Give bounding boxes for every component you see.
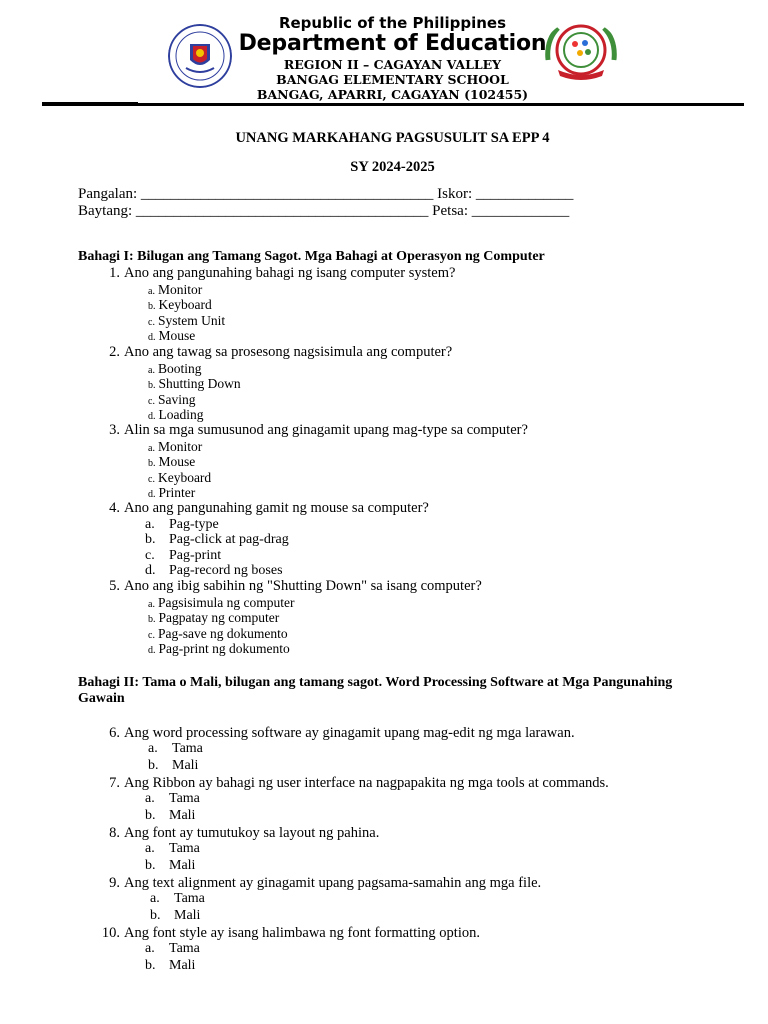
question-number: 3. [109,422,120,438]
option-letter: b. [148,301,156,313]
grade-date-line: Baytang: _______________________________________ Petsa: _____________ [78,203,570,219]
question-number: 1. [109,265,120,281]
option-item [145,548,221,564]
option-item [145,563,283,579]
option-letter: b. [145,532,156,548]
option-item [145,808,195,824]
option-item [148,376,241,392]
option-text: Loading [158,407,204,423]
option-letter: a. [145,941,155,956]
option-letter: b. [148,758,159,773]
option-text: Keyboard [157,469,212,485]
option-text: Pag-print [169,547,222,563]
option-item [148,361,201,377]
option-text: Pag-save ng dokumento [157,625,288,641]
option-letter: a. [145,517,155,532]
option-item [145,517,219,533]
department-line: Department of Education [238,31,547,56]
letterhead [0,0,768,110]
option-text: Shutting Down [158,376,241,392]
option-letter: a. [145,841,155,856]
question-number: 10. [101,925,120,941]
option-item [148,595,294,611]
question-number: 7. [109,775,120,791]
option-letter: b. [145,808,156,823]
option-letter: d. [145,563,156,579]
option-letter: a. [148,741,158,756]
option-text: Tama [169,841,200,856]
question-text: Ang font style ay isang halimbawa ng font formatting option. [124,925,480,941]
option-text: Pagpatay ng computer [158,610,280,626]
school-seal-icon [544,20,618,82]
option-letter: c. [148,629,155,641]
option-letter: d. [148,332,156,344]
option-text: Mali [174,908,201,923]
option-item [148,313,225,329]
option-item [148,407,204,423]
address-line: BANGAG, APARRI, CAGAYAN (102455) [256,87,529,102]
option-letter: c. [148,395,155,407]
question-text: Ano ang tawag sa prosesong nagsisimula ang computer? [124,344,453,360]
option-text: Mali [169,808,196,823]
option-letter: b. [148,380,156,392]
option-text: Mali [169,958,196,973]
option-letter: a. [148,365,155,376]
question-number: 9. [109,875,120,891]
option-item [148,328,195,344]
option-letter: d. [148,411,156,423]
option-text: Mouse [158,454,196,470]
name-score-line: Pangalan: _______________________________________ Iskor: _____________ [78,186,574,202]
option-text: Monitor [157,439,203,454]
question-number: 5. [109,578,120,594]
option-item [148,641,290,657]
question-number: 8. [109,825,120,841]
option-letter: b. [150,908,161,923]
option-item [145,958,195,974]
option-letter: b. [145,958,156,973]
option-text: Mali [172,758,199,773]
header-divider [42,103,744,106]
option-text: Pagsisimula ng computer [157,595,295,610]
option-text: Pag-print ng dokumento [158,641,290,657]
question-number: 6. [109,725,120,741]
option-text: Tama [172,741,203,756]
option-text: Tama [169,791,200,806]
option-text: Keyboard [158,297,212,313]
part1-heading: Bahagi I: Bilugan ang Tamang Sagot. Mga Bahagi at Operasyon ng Computer [78,249,545,264]
option-item [145,841,200,857]
option-item [148,392,195,408]
option-text: Monitor [157,282,203,297]
option-text: Booting [157,361,202,376]
option-item [148,485,195,501]
option-item [148,470,211,486]
option-letter: a. [150,891,160,906]
exam-title: UNANG MARKAHANG PAGSUSULIT SA EPP 4 [235,130,550,146]
option-item [148,439,202,455]
question-text: Ang font ay tumutukoy sa layout ng pahina. [124,825,380,841]
option-text: Mali [169,858,196,873]
option-item [148,741,203,757]
option-item [150,908,200,924]
option-text: Pag-type [169,517,219,532]
part2-heading: Bahagi II: Tama o Mali, bilugan ang tamang sagot. Word Processing Software at Mga Pangunahing Gawain [78,675,673,706]
option-text: Pag-record ng boses [169,563,283,579]
school-line: BANGAG ELEMENTARY SCHOOL [276,72,509,87]
option-letter: c. [145,547,155,563]
option-letter: c. [148,316,155,328]
option-item [148,626,288,642]
option-letter: b. [148,614,156,626]
option-letter: b. [145,858,156,873]
option-item [148,282,202,298]
option-item [148,297,212,313]
option-item [145,791,200,807]
option-text: Tama [174,891,205,906]
option-item [150,891,205,907]
option-letter: d. [148,645,156,657]
question-text: Ano ang ibig sabihin ng "Shutting Down" sa isang computer? [124,578,482,594]
question-text: Ang word processing software ay ginagamit upang mag-edit ng mga larawan. [124,725,575,741]
option-text: Mouse [158,328,196,344]
option-item [148,758,198,774]
question-number: 2. [109,344,120,360]
option-text: Pag-click at pag-drag [169,532,289,548]
option-text: Saving [157,391,196,407]
option-text: Tama [169,941,200,956]
question-text: Ano ang pangunahing gamit ng mouse sa computer? [124,500,429,516]
question-text: Ano ang pangunahing bahagi ng isang computer system? [124,265,456,281]
option-letter: a. [148,443,155,454]
option-letter: d. [148,489,156,501]
question-text: Alin sa mga sumusunod ang ginagamit upang mag-type sa computer? [124,422,528,438]
option-letter: a. [148,599,155,610]
option-letter: b. [148,458,156,470]
option-item [148,610,279,626]
school-year: SY 2024-2025 [350,159,435,175]
option-letter: c. [148,473,155,485]
option-letter: a. [148,286,155,297]
option-item [148,454,195,470]
option-item [145,858,195,874]
option-item [145,532,289,548]
region-line: REGION II – CAGAYAN VALLEY [283,57,502,72]
option-text: System Unit [157,312,226,328]
question-number: 4. [109,500,120,516]
republic-line: Republic of the Philippines [278,14,507,32]
question-text: Ang text alignment ay ginagamit upang pagsama-samahin ang mga file. [124,875,542,891]
option-letter: a. [145,791,155,806]
question-text: Ang Ribbon ay bahagi ng user interface na nagpapakita ng mga tools at commands. [124,775,609,791]
option-text: Printer [158,485,196,501]
option-item [145,941,200,957]
